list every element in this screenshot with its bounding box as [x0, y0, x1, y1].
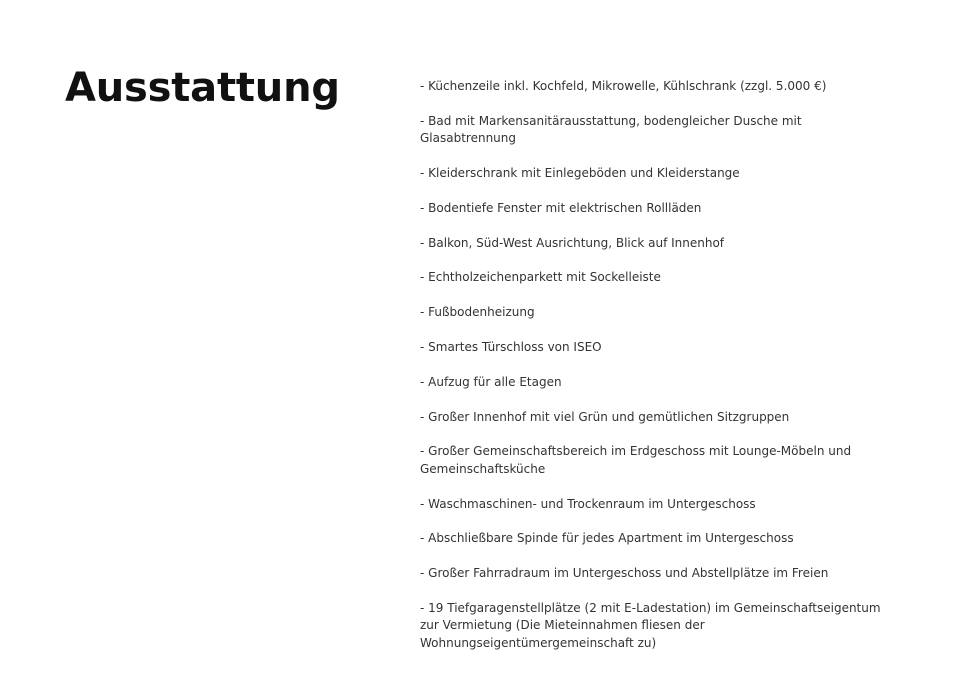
- list-item: - Bodentiefe Fenster mit elektrischen Rollläden: [420, 200, 702, 215]
- list-item: - Balkon, Süd-West Ausrichtung, Blick auf Innenhof: [420, 235, 725, 250]
- list-item: - Großer Fahrradraum im Untergeschoss und Abstellplätze im Freien: [420, 566, 829, 581]
- list-item: - Smartes Türschloss von ISEO: [420, 339, 602, 354]
- list-item: - Küchenzeile inkl. Kochfeld, Mikrowelle, Kühlschrank (zzgl. 5.000 €): [420, 79, 827, 93]
- list-item: - Echtholzeichenparkett mit Sockelleiste: [420, 270, 661, 285]
- list-item: - 19 Tiefgaragenstellplätze (2 mit E-Ladestation) im Gemeinschaftseigentum zur Vermietung (Die Mieteinnahmen fliesen der Wohnungseigentümergemeinschaft zu): [420, 600, 881, 650]
- list-item: - Großer Gemeinschaftsbereich im Erdgeschoss mit Lounge-Möbeln und Gemeinschaftsküche: [420, 444, 852, 476]
- list-item: - Abschließbare Spinde für jedes Apartment im Untergeschoss: [420, 531, 794, 546]
- list-item: - Bad mit Markensanitärausstattung, bodengleicher Dusche mit Glasabtrennung: [420, 113, 802, 146]
- page-title: Ausstattung: [65, 65, 340, 111]
- feature-list: [420, 78, 890, 670]
- list-item: - Aufzug für alle Etagen: [420, 374, 562, 389]
- list-item: - Waschmaschinen- und Trockenraum im Untergeschoss: [420, 496, 756, 511]
- list-item: - Fußbodenheizung: [420, 305, 535, 320]
- list-item: - Großer Innenhof mit viel Grün und gemütlichen Sitzgruppen: [420, 409, 790, 424]
- list-item: - Kleiderschrank mit Einlegeböden und Kleiderstange: [420, 166, 740, 180]
